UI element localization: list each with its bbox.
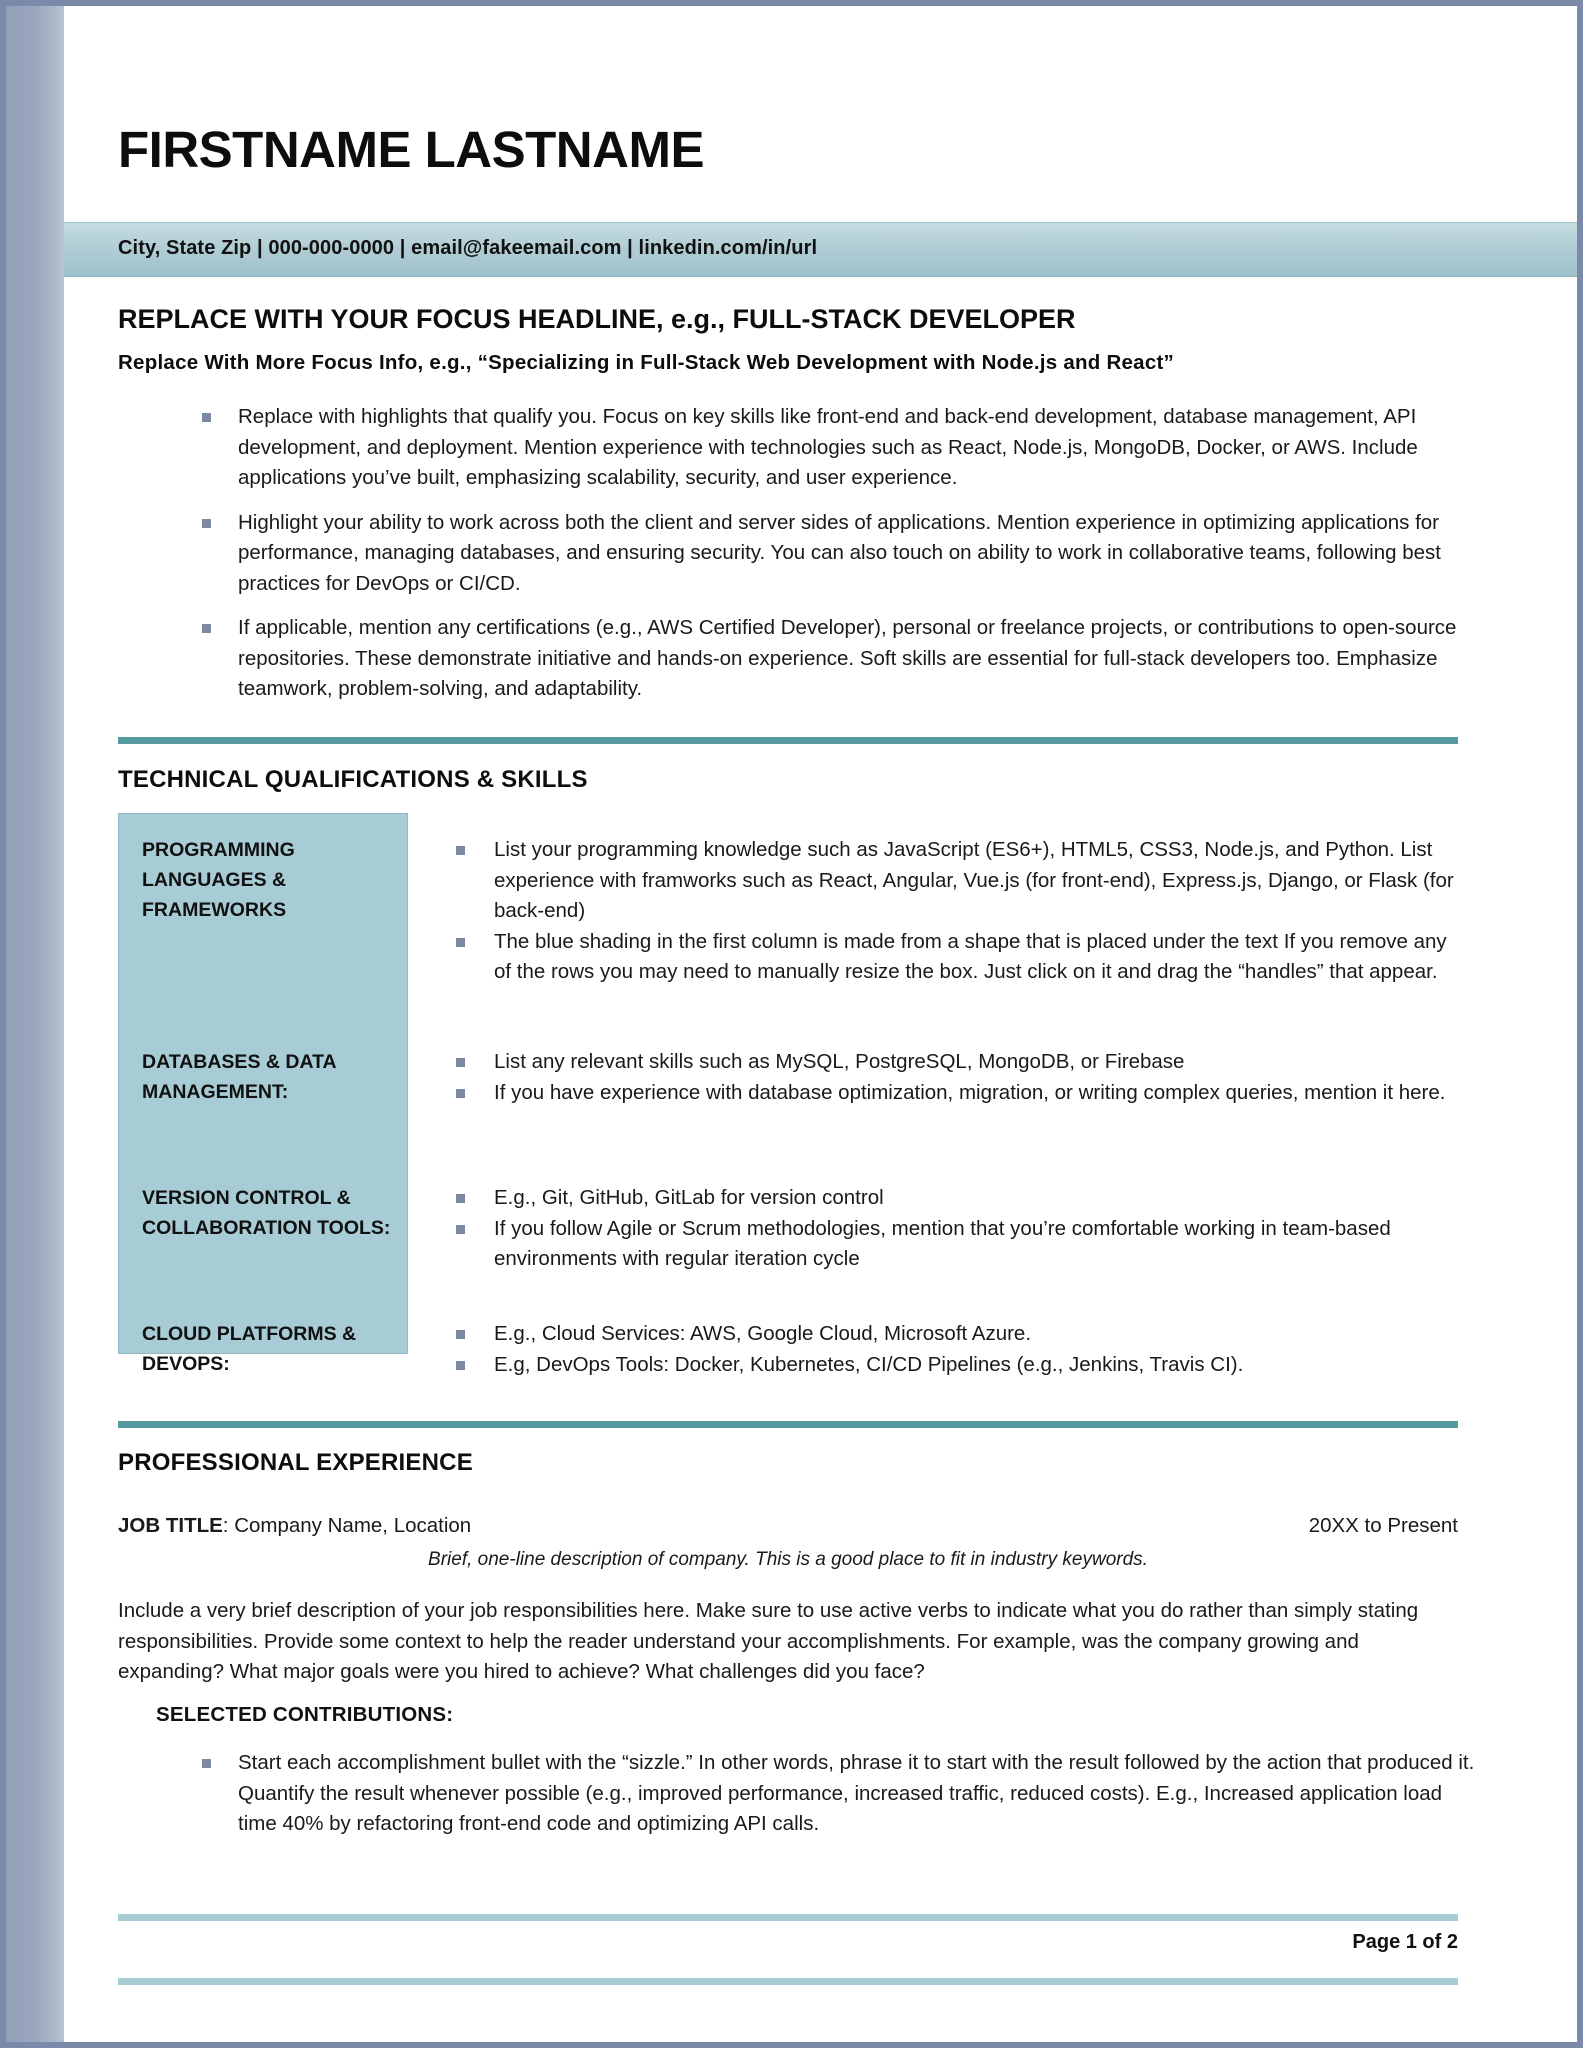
job-dates: 20XX to Present	[1308, 1514, 1458, 1537]
page-border-right	[1577, 0, 1583, 2048]
section-divider-technical	[118, 737, 1458, 744]
selected-contributions-label: SELECTED CONTRIBUTIONS:	[156, 1703, 454, 1726]
table-row	[118, 1307, 1458, 1413]
skill-category-label: VERSION CONTROL & COLLABORATION TOOLS:	[142, 1187, 391, 1239]
list-item	[450, 1350, 1458, 1381]
bullet-square-icon	[456, 1194, 465, 1203]
summary-bullet-list	[194, 402, 1479, 719]
focus-headline: REPLACE WITH YOUR FOCUS HEADLINE, e.g., FULL-STACK DEVELOPER	[118, 304, 1076, 334]
skills-table	[118, 813, 1458, 1413]
contact-line: City, State Zip | 000-000-0000 | email@fakeemail.com | linkedin.com/in/url	[118, 237, 818, 259]
bullet-square-icon	[456, 938, 465, 947]
contribution-text: Start each accomplishment bullet with the “sizzle.” In other words, phrase it to start with the result followed by the action that produced it. Quantify the result whenever possible (e.g., improved performance, increased traffic, reduced costs). E.g., Increased application load time 40% by refactoring front-end code and optimizing API calls.	[238, 1751, 1475, 1835]
list-item	[450, 1078, 1458, 1109]
list-item	[194, 613, 1479, 705]
bullet-square-icon	[456, 1330, 465, 1339]
list-item	[450, 1183, 1458, 1214]
contributions-bullet-list	[194, 1748, 1479, 1854]
skill-item-text: E.g, DevOps Tools: Docker, Kubernetes, CI/CD Pipelines (e.g., Jenkins, Travis CI).	[494, 1352, 1244, 1376]
left-accent-band	[6, 6, 64, 2042]
bullet-square-icon	[456, 1361, 465, 1370]
skill-category-label: DATABASES & DATA MANAGEMENT:	[142, 1051, 336, 1103]
skill-item-list	[408, 1047, 1458, 1108]
footer-divider-top	[118, 1914, 1458, 1921]
list-item	[450, 1319, 1458, 1350]
bullet-square-icon	[456, 846, 465, 855]
skill-item-text: E.g., Git, GitHub, GitLab for version control	[494, 1186, 884, 1209]
job-responsibilities-paragraph: Include a very brief description of your job responsibilities here. Make sure to use active verbs to indicate what you do rather than simply stating responsibilities. Provide some context to help the reader understand your accomplishments. For example, was the company growing and expanding? What major goals were you hired to achieve? What challenges did you face?	[118, 1599, 1419, 1683]
section-title-technical: TECHNICAL QUALIFICATIONS & SKILLS	[118, 766, 588, 793]
list-item	[194, 508, 1479, 600]
candidate-name-block	[118, 121, 1458, 178]
document-sheet	[64, 6, 1577, 2042]
page-number: Page 1 of 2	[1352, 1931, 1458, 1953]
bullet-square-icon	[202, 519, 211, 528]
summary-bullet-text: Replace with highlights that qualify you. Focus on key skills like front-end and back-end development, database management, API development, and deployment. Mention experience with technologies such as React, Node.js, MongoDB, Docker, or AWS. Include applications you’ve built, emphasizing scalability, security, and user experience.	[238, 405, 1418, 489]
job-company-text: : Company Name, Location	[222, 1514, 472, 1537]
skill-item-text: List your programming knowledge such as JavaScript (ES6+), HTML5, CSS3, Node.js, and Python. List experience with framworks such as React, Angular, Vue.js (for front-end), Express.js, Django, or Flask (for back-end)	[494, 838, 1454, 922]
skill-item-text: The blue shading in the first column is made from a shape that is placed under the text If you remove any of the rows you may need to manually resize the box. Just click on it and drag the “handles” that appear.	[494, 929, 1447, 983]
bullet-square-icon	[456, 1058, 465, 1067]
list-item	[450, 927, 1458, 988]
list-item	[194, 402, 1479, 494]
job-header-row	[118, 1514, 1458, 1538]
list-item	[450, 835, 1458, 927]
footer-divider-bottom	[118, 1978, 1458, 1985]
focus-subheadline: Replace With More Focus Info, e.g., “Specializing in Full-Stack Web Development with Node.js and React”	[118, 351, 1175, 374]
job-title-and-company	[118, 1514, 471, 1538]
summary-bullet-text: Highlight your ability to work across both the client and server sides of applications. Mention experience in optimizing applications for performance, managing databases, and ensuring security. You can also touch on ability to work in collaborative teams, following best practices for DevOps or CI/CD.	[238, 510, 1441, 595]
skill-item-text: If you have experience with database optimization, migration, or writing complex queries, mention it here.	[494, 1080, 1446, 1104]
candidate-name: FIRSTNAME LASTNAME	[118, 121, 704, 178]
bullet-square-icon	[202, 413, 211, 422]
bullet-square-icon	[202, 1759, 211, 1768]
bullet-square-icon	[456, 1089, 465, 1098]
table-row	[118, 813, 1458, 1035]
bullet-square-icon	[456, 1225, 465, 1234]
summary-bullet-text: If applicable, mention any certifications (e.g., AWS Certified Developer), personal or freelance projects, or contributions to open-source repositories. These demonstrate initiative and hands-on experience. Soft skills are essential for full-stack developers too. Emphasize teamwork, problem-solving, and adaptability.	[238, 616, 1457, 700]
skill-item-text: If you follow Agile or Scrum methodologies, mention that you’re comfortable working in team-based environments with regular iteration cycle	[494, 1216, 1391, 1270]
skill-item-text: E.g., Cloud Services: AWS, Google Cloud, Microsoft Azure.	[494, 1322, 1032, 1345]
skill-item-list	[408, 1183, 1458, 1275]
section-divider-experience	[118, 1421, 1458, 1428]
table-row	[118, 1035, 1458, 1171]
list-item	[450, 1047, 1458, 1078]
skill-item-text: List any relevant skills such as MySQL, PostgreSQL, MongoDB, or Firebase	[494, 1050, 1185, 1073]
section-title-experience: PROFESSIONAL EXPERIENCE	[118, 1449, 473, 1476]
table-row	[118, 1171, 1458, 1307]
skill-category-label: CLOUD PLATFORMS & DEVOPS:	[142, 1323, 357, 1375]
job-title-label: JOB TITLE	[118, 1514, 223, 1537]
skill-item-list	[408, 835, 1458, 988]
skill-item-list	[408, 1319, 1458, 1380]
page-border-bottom	[0, 2042, 1583, 2048]
contact-bar	[64, 222, 1577, 277]
company-description: Brief, one-line description of company. This is a good place to fit in industry keywords.	[428, 1549, 1148, 1570]
skill-category-label: PROGRAMMING LANGUAGES & FRAMEWORKS	[142, 839, 295, 921]
list-item	[194, 1748, 1479, 1840]
bullet-square-icon	[202, 624, 211, 633]
list-item	[450, 1214, 1458, 1275]
